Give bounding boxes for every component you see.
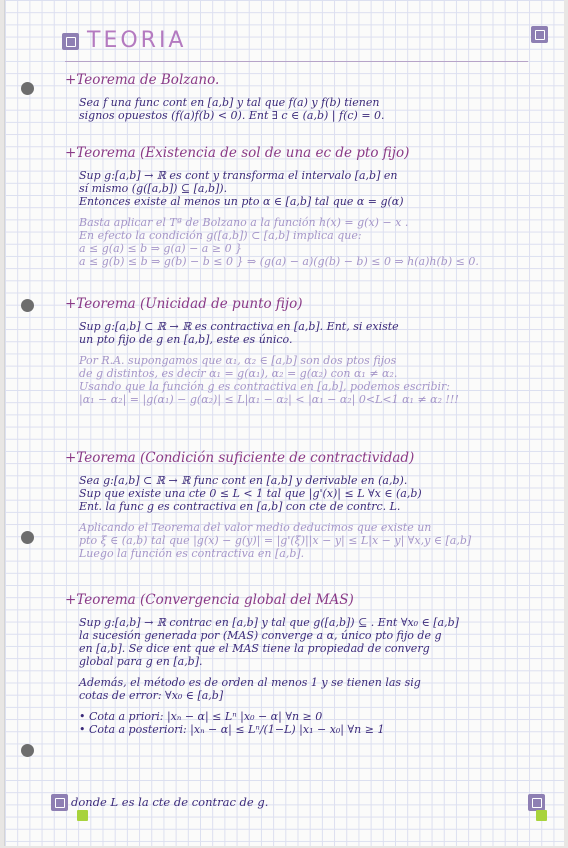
proof-paragraph [79, 354, 542, 406]
text-line: Basta aplicar el Tª de Bolzano a la función h(x) = g(x) − x . [79, 216, 409, 229]
theorem-section [65, 296, 542, 406]
text-line: en [a,b]. Se dice ent que el MAS tiene la propiedad de converg [79, 642, 430, 655]
text-line: Además, el método es de orden al menos 1 y se tienen las sig [79, 676, 421, 689]
text-line: Sea g:[a,b] ⊂ ℝ → ℝ func cont en [a,b] y derivable en (a,b). [79, 474, 408, 487]
statement-paragraph [79, 616, 542, 668]
text-line: Sup g:[a,b] → ℝ es cont y transforma el intervalo [a,b] en [79, 169, 398, 182]
text-line: de g distintos, es decir α₁ = g(α₁), α₂ = g(α₂) con α₁ ≠ α₂. [79, 367, 398, 380]
binder-hole [21, 299, 34, 312]
text-line: Entonces existe al menos un pto α ∈ [a,b] tal que α = g(α) [79, 195, 404, 208]
text-line: la sucesión generada por (MAS) converge a α, único pto fijo de g [79, 629, 442, 642]
theorem-section [65, 72, 542, 122]
text-line: a ≤ g(b) ≤ b ⇒ g(b) − b ≤ 0 } ⇒ (g(a) − a)(g(b) − b) ≤ 0 ⇒ h(a)h(b) ≤ 0. [79, 255, 479, 268]
binder-hole [21, 82, 34, 95]
text-line: Ent. la func g es contractiva en [a,b] con cte de contrc. L. [79, 500, 401, 513]
corner-mark-icon [51, 794, 68, 811]
theorem-heading: +Teorema (Convergencia global del MAS) [65, 592, 354, 608]
text-line: cotas de error: ∀x₀ ∈ [a,b] [79, 689, 224, 702]
corner-tab-icon [77, 810, 88, 821]
theorem-section [65, 450, 542, 560]
text-line: Sup g:[a,b] ⊂ ℝ → ℝ es contractiva en [a,b]. Ent, si existe [79, 320, 399, 333]
title-underline [65, 61, 528, 62]
text-line: • Cota a priori: |xₙ − α| ≤ Lⁿ |x₀ − α| ∀n ≥ 0 [79, 710, 323, 723]
statement-paragraph [79, 320, 542, 346]
text-line: global para g en [a,b]. [79, 655, 203, 668]
corner-mark-icon [528, 794, 545, 811]
statement-paragraph [79, 710, 542, 736]
theorem-section [65, 145, 542, 268]
text-line: Usando que la función g es contractiva en [a,b], podemos escribir: [79, 380, 450, 393]
text-line: • Cota a posteriori: |xₙ − α| ≤ Lⁿ/(1−L) |x₁ − x₀| ∀n ≥ 1 [79, 723, 385, 736]
page-title: TEORIA [87, 28, 187, 53]
text-line: |α₁ − α₂| = |g(α₁) − g(α₂)| ≤ L|α₁ − α₂| < |α₁ − α₂| 0<L<1 α₁ ≠ α₂ !!! [79, 393, 459, 406]
theorem-section [65, 592, 542, 736]
corner-mark-icon [62, 33, 79, 50]
text-line: En efecto la condición g([a,b]) ⊂ [a,b] implica que: [79, 229, 362, 242]
theorem-heading: +Teorema (Condición suficiente de contractividad) [65, 450, 415, 466]
footer-note: donde L es la cte de contrac de g. [71, 795, 269, 809]
statement-paragraph [79, 474, 542, 513]
text-line: Por R.A. supongamos que α₁, α₂ ∈ [a,b] son dos ptos fijos [79, 354, 397, 367]
text-line: Sea f una func cont en [a,b] y tal que f(a) y f(b) tienen [79, 96, 380, 109]
binder-hole [21, 744, 34, 757]
statement-paragraph [79, 169, 542, 208]
binder-hole [21, 531, 34, 544]
corner-tab-icon [536, 810, 547, 821]
theorem-heading: +Teorema (Unicidad de punto fijo) [65, 296, 303, 312]
text-line: signos opuestos (f(a)f(b) < 0). Ent ∃ c ∈ (a,b) | f(c) = 0. [79, 109, 385, 122]
text-line: Sup g:[a,b] → ℝ contrac en [a,b] y tal que g([a,b]) ⊆ . Ent ∀x₀ ∈ [a,b] [79, 616, 459, 629]
theorem-heading: +Teorema (Existencia de sol de una ec de pto fijo) [65, 145, 410, 161]
text-line: Luego la función es contractiva en [a,b]. [79, 547, 305, 560]
text-line: Aplicando el Teorema del valor medio deducimos que existe un [79, 521, 432, 534]
statement-paragraph [79, 96, 542, 122]
theorem-heading: +Teorema de Bolzano. [65, 72, 220, 88]
text-line: sí mismo (g([a,b]) ⊆ [a,b]). [79, 182, 228, 195]
text-line: a ≤ g(a) ≤ b ⇒ g(a) − a ≥ 0 } [79, 242, 243, 255]
text-line: pto ξ ∈ (a,b) tal que |g(x) − g(y)| = |g'(ξ)||x − y| ≤ L|x − y| ∀x,y ∈ [a,b] [79, 534, 472, 547]
corner-mark-icon [531, 26, 548, 43]
proof-paragraph [79, 521, 542, 560]
proof-paragraph [79, 216, 542, 268]
notebook-page [4, 0, 564, 846]
text-line: un pto fijo de g en [a,b], este es único. [79, 333, 293, 346]
text-line: Sup que existe una cte 0 ≤ L < 1 tal que |g'(x)| ≤ L ∀x ∈ (a,b) [79, 487, 422, 500]
statement-paragraph [79, 676, 542, 702]
